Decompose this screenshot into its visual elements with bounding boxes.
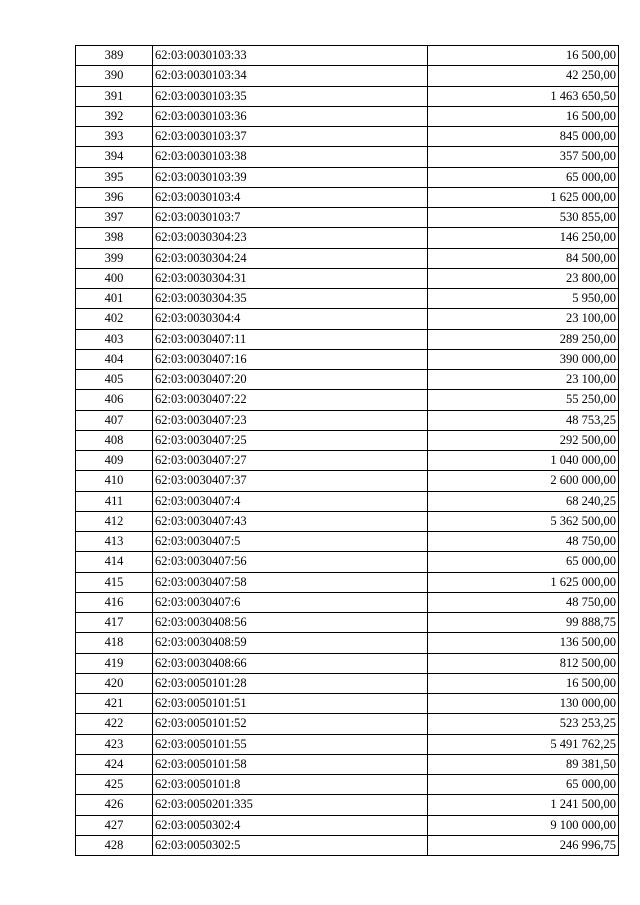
value-cell: 23 800,00 <box>428 268 619 288</box>
table-row <box>76 653 619 673</box>
cadastral-number-cell: 62:03:0030407:5 <box>153 532 428 552</box>
row-number-cell: 409 <box>76 451 153 471</box>
value-cell: 146 250,00 <box>428 228 619 248</box>
value-cell: 1 040 000,00 <box>428 451 619 471</box>
value-cell: 5 950,00 <box>428 289 619 309</box>
cadastral-number-cell: 62:03:0050302:5 <box>153 835 428 855</box>
row-number-cell: 389 <box>76 46 153 66</box>
row-number-cell: 390 <box>76 66 153 86</box>
table-row <box>76 66 619 86</box>
row-number-cell: 411 <box>76 491 153 511</box>
row-number-cell: 424 <box>76 754 153 774</box>
row-number-cell: 398 <box>76 228 153 248</box>
value-cell: 136 500,00 <box>428 633 619 653</box>
table-row <box>76 208 619 228</box>
cadastral-number-cell: 62:03:0030103:36 <box>153 106 428 126</box>
table-row <box>76 491 619 511</box>
value-cell: 530 855,00 <box>428 208 619 228</box>
table-row <box>76 86 619 106</box>
value-cell: 99 888,75 <box>428 613 619 633</box>
cadastral-number-cell: 62:03:0050201:335 <box>153 795 428 815</box>
cadastral-number-cell: 62:03:0030407:20 <box>153 370 428 390</box>
value-cell: 1 463 650,50 <box>428 86 619 106</box>
row-number-cell: 407 <box>76 410 153 430</box>
value-cell: 1 625 000,00 <box>428 572 619 592</box>
table-row <box>76 46 619 66</box>
row-number-cell: 414 <box>76 552 153 572</box>
table-row <box>76 694 619 714</box>
row-number-cell: 426 <box>76 795 153 815</box>
value-cell: 16 500,00 <box>428 673 619 693</box>
cadastral-number-cell: 62:03:0030408:59 <box>153 633 428 653</box>
table-row <box>76 633 619 653</box>
value-cell: 812 500,00 <box>428 653 619 673</box>
value-cell: 357 500,00 <box>428 147 619 167</box>
table-row <box>76 309 619 329</box>
row-number-cell: 395 <box>76 167 153 187</box>
row-number-cell: 408 <box>76 430 153 450</box>
value-cell: 65 000,00 <box>428 552 619 572</box>
row-number-cell: 401 <box>76 289 153 309</box>
cadastral-number-cell: 62:03:0030407:4 <box>153 491 428 511</box>
value-cell: 23 100,00 <box>428 370 619 390</box>
row-number-cell: 396 <box>76 187 153 207</box>
cadastral-number-cell: 62:03:0030103:35 <box>153 86 428 106</box>
row-number-cell: 413 <box>76 532 153 552</box>
cadastral-number-cell: 62:03:0030103:39 <box>153 167 428 187</box>
table-row <box>76 147 619 167</box>
value-cell: 89 381,50 <box>428 754 619 774</box>
row-number-cell: 397 <box>76 208 153 228</box>
table-body <box>76 46 619 856</box>
cadastral-number-cell: 62:03:0050302:4 <box>153 815 428 835</box>
row-number-cell: 404 <box>76 349 153 369</box>
cadastral-number-cell: 62:03:0030407:43 <box>153 511 428 531</box>
value-cell: 48 750,00 <box>428 532 619 552</box>
cadastral-number-cell: 62:03:0030103:37 <box>153 127 428 147</box>
value-cell: 289 250,00 <box>428 329 619 349</box>
table-row <box>76 673 619 693</box>
row-number-cell: 402 <box>76 309 153 329</box>
row-number-cell: 421 <box>76 694 153 714</box>
row-number-cell: 416 <box>76 592 153 612</box>
cadastral-number-cell: 62:03:0030304:31 <box>153 268 428 288</box>
cadastral-number-cell: 62:03:0050101:28 <box>153 673 428 693</box>
row-number-cell: 391 <box>76 86 153 106</box>
table-row <box>76 289 619 309</box>
value-cell: 42 250,00 <box>428 66 619 86</box>
row-number-cell: 403 <box>76 329 153 349</box>
row-number-cell: 393 <box>76 127 153 147</box>
table-row <box>76 754 619 774</box>
value-cell: 2 600 000,00 <box>428 471 619 491</box>
row-number-cell: 415 <box>76 572 153 592</box>
value-cell: 16 500,00 <box>428 106 619 126</box>
table-row <box>76 127 619 147</box>
value-cell: 292 500,00 <box>428 430 619 450</box>
row-number-cell: 400 <box>76 268 153 288</box>
value-cell: 130 000,00 <box>428 694 619 714</box>
value-cell: 65 000,00 <box>428 167 619 187</box>
cadastral-number-cell: 62:03:0030407:6 <box>153 592 428 612</box>
row-number-cell: 418 <box>76 633 153 653</box>
cadastral-number-cell: 62:03:0030407:23 <box>153 410 428 430</box>
row-number-cell: 420 <box>76 673 153 693</box>
table-row <box>76 329 619 349</box>
table-row <box>76 187 619 207</box>
table-row <box>76 795 619 815</box>
cadastral-number-cell: 62:03:0050101:55 <box>153 734 428 754</box>
row-number-cell: 417 <box>76 613 153 633</box>
cadastral-number-cell: 62:03:0030407:58 <box>153 572 428 592</box>
value-cell: 9 100 000,00 <box>428 815 619 835</box>
table-row <box>76 228 619 248</box>
value-cell: 65 000,00 <box>428 775 619 795</box>
row-number-cell: 399 <box>76 248 153 268</box>
cadastral-number-cell: 62:03:0050101:58 <box>153 754 428 774</box>
value-cell: 1 625 000,00 <box>428 187 619 207</box>
cadastral-number-cell: 62:03:0030304:4 <box>153 309 428 329</box>
value-cell: 48 753,25 <box>428 410 619 430</box>
cadastral-number-cell: 62:03:0030408:66 <box>153 653 428 673</box>
table-row <box>76 390 619 410</box>
row-number-cell: 425 <box>76 775 153 795</box>
value-cell: 845 000,00 <box>428 127 619 147</box>
table-row <box>76 572 619 592</box>
cadastral-number-cell: 62:03:0030407:11 <box>153 329 428 349</box>
value-cell: 84 500,00 <box>428 248 619 268</box>
row-number-cell: 428 <box>76 835 153 855</box>
cadastral-number-cell: 62:03:0030304:23 <box>153 228 428 248</box>
value-cell: 1 241 500,00 <box>428 795 619 815</box>
row-number-cell: 423 <box>76 734 153 754</box>
value-cell: 5 362 500,00 <box>428 511 619 531</box>
cadastral-number-cell: 62:03:0030304:24 <box>153 248 428 268</box>
row-number-cell: 419 <box>76 653 153 673</box>
table-row <box>76 613 619 633</box>
cadastral-number-cell: 62:03:0030407:37 <box>153 471 428 491</box>
cadastral-number-cell: 62:03:0030304:35 <box>153 289 428 309</box>
table-row <box>76 106 619 126</box>
row-number-cell: 406 <box>76 390 153 410</box>
table-row <box>76 532 619 552</box>
cadastral-number-cell: 62:03:0030103:33 <box>153 46 428 66</box>
table-row <box>76 451 619 471</box>
table-row <box>76 410 619 430</box>
table-row <box>76 167 619 187</box>
cadastral-number-cell: 62:03:0030407:27 <box>153 451 428 471</box>
table-row <box>76 471 619 491</box>
cadastral-number-cell: 62:03:0030103:4 <box>153 187 428 207</box>
cadastral-number-cell: 62:03:0030407:22 <box>153 390 428 410</box>
table-row <box>76 370 619 390</box>
row-number-cell: 410 <box>76 471 153 491</box>
row-number-cell: 394 <box>76 147 153 167</box>
row-number-cell: 427 <box>76 815 153 835</box>
cadastral-number-cell: 62:03:0050101:51 <box>153 694 428 714</box>
table-row <box>76 775 619 795</box>
value-cell: 68 240,25 <box>428 491 619 511</box>
table-row <box>76 815 619 835</box>
cadastral-number-cell: 62:03:0030103:34 <box>153 66 428 86</box>
cadastral-value-table <box>75 45 619 856</box>
cadastral-number-cell: 62:03:0030407:56 <box>153 552 428 572</box>
cadastral-number-cell: 62:03:0030103:38 <box>153 147 428 167</box>
table-row <box>76 714 619 734</box>
table-row <box>76 835 619 855</box>
value-cell: 390 000,00 <box>428 349 619 369</box>
table-row <box>76 349 619 369</box>
row-number-cell: 405 <box>76 370 153 390</box>
value-cell: 16 500,00 <box>428 46 619 66</box>
cadastral-number-cell: 62:03:0030408:56 <box>153 613 428 633</box>
table-row <box>76 592 619 612</box>
value-cell: 23 100,00 <box>428 309 619 329</box>
row-number-cell: 422 <box>76 714 153 734</box>
table-row <box>76 511 619 531</box>
cadastral-number-cell: 62:03:0050101:52 <box>153 714 428 734</box>
value-cell: 48 750,00 <box>428 592 619 612</box>
table-row <box>76 734 619 754</box>
cadastral-number-cell: 62:03:0030103:7 <box>153 208 428 228</box>
table-row <box>76 248 619 268</box>
cadastral-number-cell: 62:03:0030407:25 <box>153 430 428 450</box>
value-cell: 246 996,75 <box>428 835 619 855</box>
cadastral-number-cell: 62:03:0050101:8 <box>153 775 428 795</box>
row-number-cell: 412 <box>76 511 153 531</box>
table-row <box>76 430 619 450</box>
value-cell: 5 491 762,25 <box>428 734 619 754</box>
value-cell: 55 250,00 <box>428 390 619 410</box>
row-number-cell: 392 <box>76 106 153 126</box>
table-row <box>76 552 619 572</box>
cadastral-number-cell: 62:03:0030407:16 <box>153 349 428 369</box>
value-cell: 523 253,25 <box>428 714 619 734</box>
table-row <box>76 268 619 288</box>
